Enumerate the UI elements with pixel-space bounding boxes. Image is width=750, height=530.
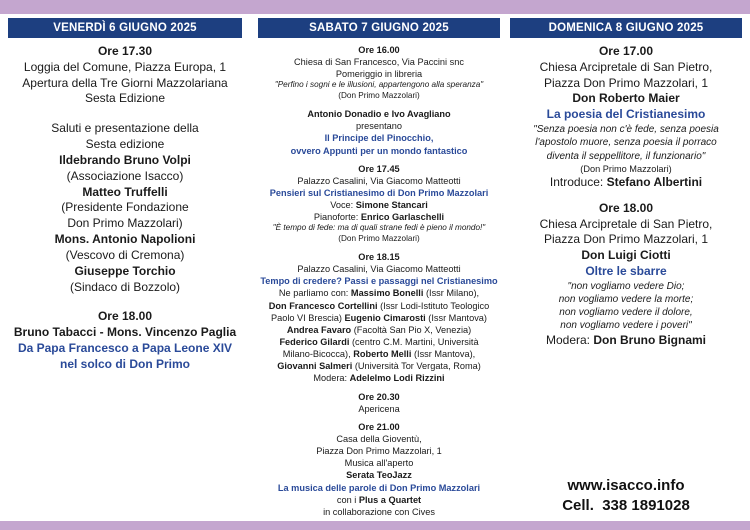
website-link[interactable]: www.isacco.info: [567, 477, 685, 494]
sunday-event-2: [510, 201, 742, 349]
moderator-label: Modera:: [545, 332, 594, 347]
quote: "È tempo di fede: ma di quali strane fedi è pieno il mondo!": [272, 223, 486, 233]
quote-author: (Don Primo Mazzolari): [580, 163, 672, 174]
speaker-line: [258, 300, 500, 312]
speaker-role: Paolo VI Brescia): [271, 312, 345, 323]
speaker-role: (Università Tor Vergata, Roma): [352, 361, 481, 372]
quote: "Senza poesia non c'è fede, senza poesia: [533, 124, 719, 136]
speaker-name: Andrea Favaro: [286, 324, 352, 335]
voice-name: Simone Stancari: [355, 200, 428, 211]
saturday-event-1: [258, 44, 500, 102]
friday-header: VENERDÌ 6 GIUGNO 2025: [8, 18, 242, 38]
event-line: Musica all'aperto: [344, 458, 414, 469]
speaker-name: Mons. Antonio Napolioni: [54, 232, 196, 247]
speaker-name: Don Francesco Cortellini: [268, 300, 378, 311]
event-title: ovvero Appunti per un mondo fantastico: [290, 145, 468, 156]
event-line: Saluti e presentazione della: [51, 121, 199, 136]
speaker-names: Bruno Tabacci - Mons. Vincenzo Paglia: [13, 325, 237, 340]
event-time: Ore 17.45: [358, 163, 400, 174]
event-line: Apertura della Tre Giorni Mazzolariana: [22, 75, 228, 90]
phone-number: Cell. 338 1891028: [562, 496, 690, 514]
moderator-line: [258, 372, 500, 384]
speaker-name: Massimo Bonelli: [350, 288, 424, 299]
speaker-role: (Issr Milano),: [423, 288, 480, 299]
piano-label: Pianoforte:: [313, 212, 361, 223]
friday-event-2: [8, 121, 242, 295]
speaker-role: (Issr Mantova),: [411, 349, 476, 360]
sunday-event-1: [510, 44, 742, 191]
piano-line: [258, 211, 500, 223]
speaker-role: (centro C.M. Martini, Università: [349, 336, 479, 347]
event-title: La musica delle parole di Don Primo Mazzolari: [277, 482, 481, 493]
event-location: Piazza Don Primo Mazzolari, 1: [543, 232, 709, 247]
top-decor-band: [0, 0, 750, 14]
speaker-line: [258, 312, 500, 324]
event-location: Palazzo Casalini, Via Giacomo Matteotti: [297, 264, 461, 275]
event-time: Ore 18.00: [97, 309, 153, 324]
quote: diventa il seppellitore, il funzionario": [546, 150, 706, 162]
event-line: presentano: [356, 121, 402, 132]
event-line: Sesta Edizione: [84, 91, 166, 106]
event-title: nel solco di Don Primo: [59, 356, 190, 371]
quote-author: (Don Primo Mazzolari): [338, 91, 420, 101]
event-location: Chiesa Arcipretale di San Pietro,: [539, 216, 713, 231]
speaker-name: Giuseppe Torchio: [74, 263, 176, 278]
quote: "Perfino i sogni e le illusioni, appartengono alla speranza": [274, 80, 484, 90]
band-label: con i: [336, 494, 359, 505]
speaker-role: (Presidente Fondazione: [61, 200, 189, 215]
band-line: [258, 494, 500, 506]
speaker-role: (Issr Mantova): [425, 312, 487, 323]
event-location: Loggia del Comune, Piazza Europa, 1: [23, 59, 227, 74]
speaker-name: Giovanni Salmeri: [277, 361, 353, 372]
event-time: Ore 21.00: [358, 421, 400, 432]
moderator-line: [510, 333, 742, 349]
quote: non vogliamo vedere il dolore,: [559, 307, 693, 319]
voice-line: [258, 199, 500, 211]
event-line: Sesta edizione: [85, 137, 165, 152]
saturday-event-4: [258, 251, 500, 385]
event-title: Oltre le sbarre: [585, 263, 667, 278]
speaker-role: (Associazione Isacco): [66, 168, 184, 183]
contact-block: [510, 476, 742, 515]
speaker-name: Don Luigi Ciotti: [581, 248, 671, 263]
event-title: Tempo di credere? Passi e passaggi nel Cristianesimo: [260, 276, 498, 287]
bottom-decor-band: [0, 521, 750, 530]
event-location: Piazza Don Primo Mazzolari, 1: [316, 446, 442, 457]
friday-event-3: [8, 309, 242, 372]
speaker-name: Ildebrando Bruno Volpi: [59, 152, 191, 167]
speaker-name: Federico Gilardi: [279, 336, 350, 347]
saturday-column: [258, 18, 500, 518]
moderator-label: Modera:: [313, 373, 350, 384]
quote: non vogliamo vedere i poveri": [560, 320, 692, 332]
speaker-role: (Sindaco di Bozzolo): [69, 279, 181, 294]
event-location: Casa della Gioventù,: [336, 433, 422, 444]
event-time: Ore 17.00: [598, 44, 654, 58]
moderator-name: Don Bruno Bignami: [593, 332, 707, 347]
collab-line: in collaborazione con Cives: [323, 506, 435, 517]
event-location: Chiesa di San Francesco, Via Paccini snc: [294, 57, 464, 68]
quote: "non vogliamo vedere Dio;: [567, 280, 685, 292]
event-time: Ore 20.30: [358, 391, 400, 402]
speakers-label: Ne parliamo con:: [278, 288, 351, 299]
friday-event-1: [8, 44, 242, 107]
speaker-role: Milano-Bicocca),: [282, 349, 354, 360]
saturday-event-6: [258, 421, 500, 518]
event-line: Apericena: [358, 403, 400, 414]
saturday-event-5: [258, 391, 500, 415]
event-title: Da Papa Francesco a Papa Leone XIV: [17, 341, 233, 356]
moderator-name: Adelelmo Lodi Rizzini: [349, 373, 445, 384]
voice-label: Voce:: [330, 200, 356, 211]
speaker-name: Matteo Truffelli: [82, 184, 168, 199]
presenters: Antonio Donadio e Ivo Avagliano: [307, 109, 451, 120]
event-title: La poesia del Cristianesimo: [546, 107, 706, 122]
event-location: Palazzo Casalini, Via Giacomo Matteotti: [297, 175, 461, 186]
event-time: Ore 17.30: [97, 44, 153, 58]
event-time: Ore 16.00: [358, 45, 400, 55]
event-title: Il Principe del Pinocchio,: [324, 133, 434, 144]
speaker-role: (Vescovo di Cremona): [65, 247, 185, 262]
speaker-line: [258, 360, 500, 372]
speaker-line: [258, 336, 500, 348]
sunday-header: DOMENICA 8 GIUGNO 2025: [510, 18, 742, 38]
speaker-role: (Facoltà San Pio X, Venezia): [351, 324, 472, 335]
saturday-header: SABATO 7 GIUGNO 2025: [258, 18, 500, 38]
speaker-name: Don Roberto Maier: [572, 91, 680, 106]
event-location: Chiesa Arcipretale di San Pietro,: [539, 59, 713, 74]
friday-column: [8, 18, 242, 373]
saturday-event-3: [258, 163, 500, 245]
event-title: Pensieri sul Cristianesimo di Don Primo Mazzolari: [269, 187, 489, 198]
speaker-role: (Issr Lodi-Istituto Teologico: [377, 300, 490, 311]
quote: non vogliamo vedere la morte;: [558, 294, 694, 305]
speaker-line: [258, 348, 500, 360]
event-location: Piazza Don Primo Mazzolari, 1: [543, 75, 709, 90]
intro-line: [510, 175, 742, 191]
speaker-role: Don Primo Mazzolari): [67, 216, 183, 231]
quote: l'apostolo muore, senza poesia il porraco: [535, 137, 717, 149]
speaker-line: [258, 287, 500, 299]
quote-author: (Don Primo Mazzolari): [338, 234, 420, 244]
saturday-event-2: [258, 108, 500, 157]
speaker-name: Eugenio Cimarosti: [344, 312, 426, 323]
intro-name: Stefano Albertini: [606, 174, 703, 189]
sunday-column: [510, 18, 742, 514]
event-line: Pomeriggio in libreria: [335, 69, 423, 80]
intro-label: Introduce:: [549, 174, 607, 189]
event-time: Ore 18.00: [598, 200, 654, 215]
band-name: Plus a Quartet: [358, 494, 422, 505]
piano-name: Enrico Garlaschelli: [360, 212, 445, 223]
speaker-name: Roberto Melli: [353, 349, 412, 360]
event-time: Ore 18.15: [358, 252, 400, 262]
event-line: Serata TeoJazz: [346, 470, 412, 481]
speaker-line: [258, 324, 500, 336]
